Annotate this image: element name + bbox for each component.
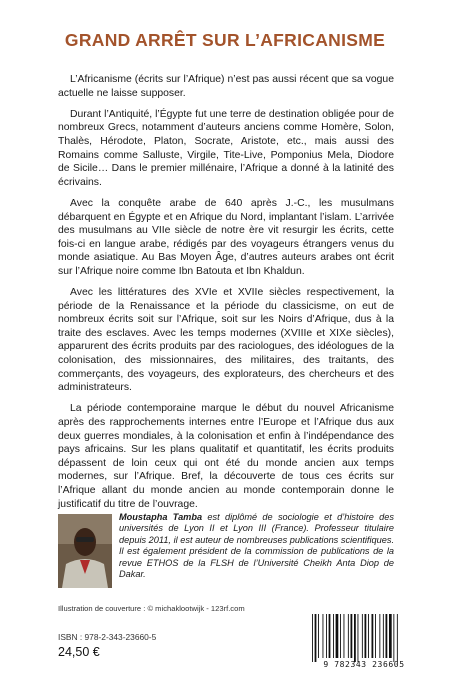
summary-paragraph-2: Durant l’Antiquité, l’Égypte fut une terre de destination obligée pour de nombreux Grecs, notamment d’auteurs anciens comme Homère, Solon, Thalès, Hérodote, Platon, Socrate, Aristote, etc., mais aussi des Romains comme Salluste, Virgile, Tite-Live, Pomponius Mela, Diodore de Sicile… Dans le premier millénaire, l’Afrique a donné à la latinité des écrivains. (58, 108, 394, 188)
summary-paragraph-4: Avec les littératures des XVIe et XVIIe siècles respectivement, la période de la Renaissance et la période du classicisme, on eut de nombreux écrits soit sur l’Afrique, soit sur les Noirs d’Afrique, dus à la traite des esclaves. Avec les temps modernes (XVIIIe et XIXe siècles), apparurent des écrits produits par des raciologues, des idéologues de la colonisation, des missionnaires, des militaires, des traitants, des commerçants, des voyageurs, des explorateurs, des chercheurs et des administrateurs. (58, 287, 394, 394)
cover-illustration-credit: Illustration de couverture : © michaklootwijk - 123rf.com (58, 604, 245, 613)
author-portrait-icon (58, 514, 112, 588)
author-photo (58, 514, 112, 588)
book-title: GRAND ARRÊT SUR L’AFRICANISME (64, 30, 386, 50)
barcode-digits: 9 782343 236605 (323, 660, 405, 669)
summary-paragraph-5: La période contemporaine marque le début du nouvel Africanisme après des rapprochements internes entre l’Europe et l’Afrique dus aux deux guerres mondiales, à la colonisation et enfin à l’indépendance des pays africains. Sur les plans qualitatif et quantitatif, les écrits produits dépassent de loin ceux qui ont été du monde ancien aux temps modernes, sur l’Afrique. Bref, la découverte de tous ces écrits sur l’Afrique allant du monde ancien au monde contemporain donne le justificatif du titre de l’ouvrage. (58, 403, 394, 510)
summary-paragraph-3: Avec la conquête arabe de 640 après J.-C., les musulmans débarquent en Égypte et en Afrique du Nord, implantant l’islam. L’arrivée des musulmans au VIIe siècle de notre ère vit resurgir les écrits, cette fois-ci en langue arabe, rédigés par des voyageurs étrangers venus du monde asiatique. Au Bas Moyen Âge, d’autres auteurs arabes ont écrit sur l’Afrique noire comme Ibn Batouta et Ibn Khaldun. (58, 197, 394, 277)
price: 24,50 € (58, 645, 100, 659)
back-cover-summary (58, 73, 394, 519)
summary-paragraph-1: L’Africanisme (écrits sur l’Afrique) n’est pas aussi récent que sa vogue actuelle ne laisse supposer. (58, 74, 394, 99)
author-bio (119, 512, 394, 580)
author-name: Moustapha Tamba (119, 512, 203, 522)
author-bio-text: est diplômé de sociologie et d’histoire des universités de Lyon II et Lyon III (France). Professeur titulaire depuis 2011, il est auteur de nombreuses publications scientifiques. Il est également président de la commission de publications de la revue ETHOS de la FLSH de l’Université Cheikh Anta Diop de Dakar. (119, 512, 394, 580)
isbn: ISBN : 978-2-343-23660-5 (58, 632, 157, 642)
